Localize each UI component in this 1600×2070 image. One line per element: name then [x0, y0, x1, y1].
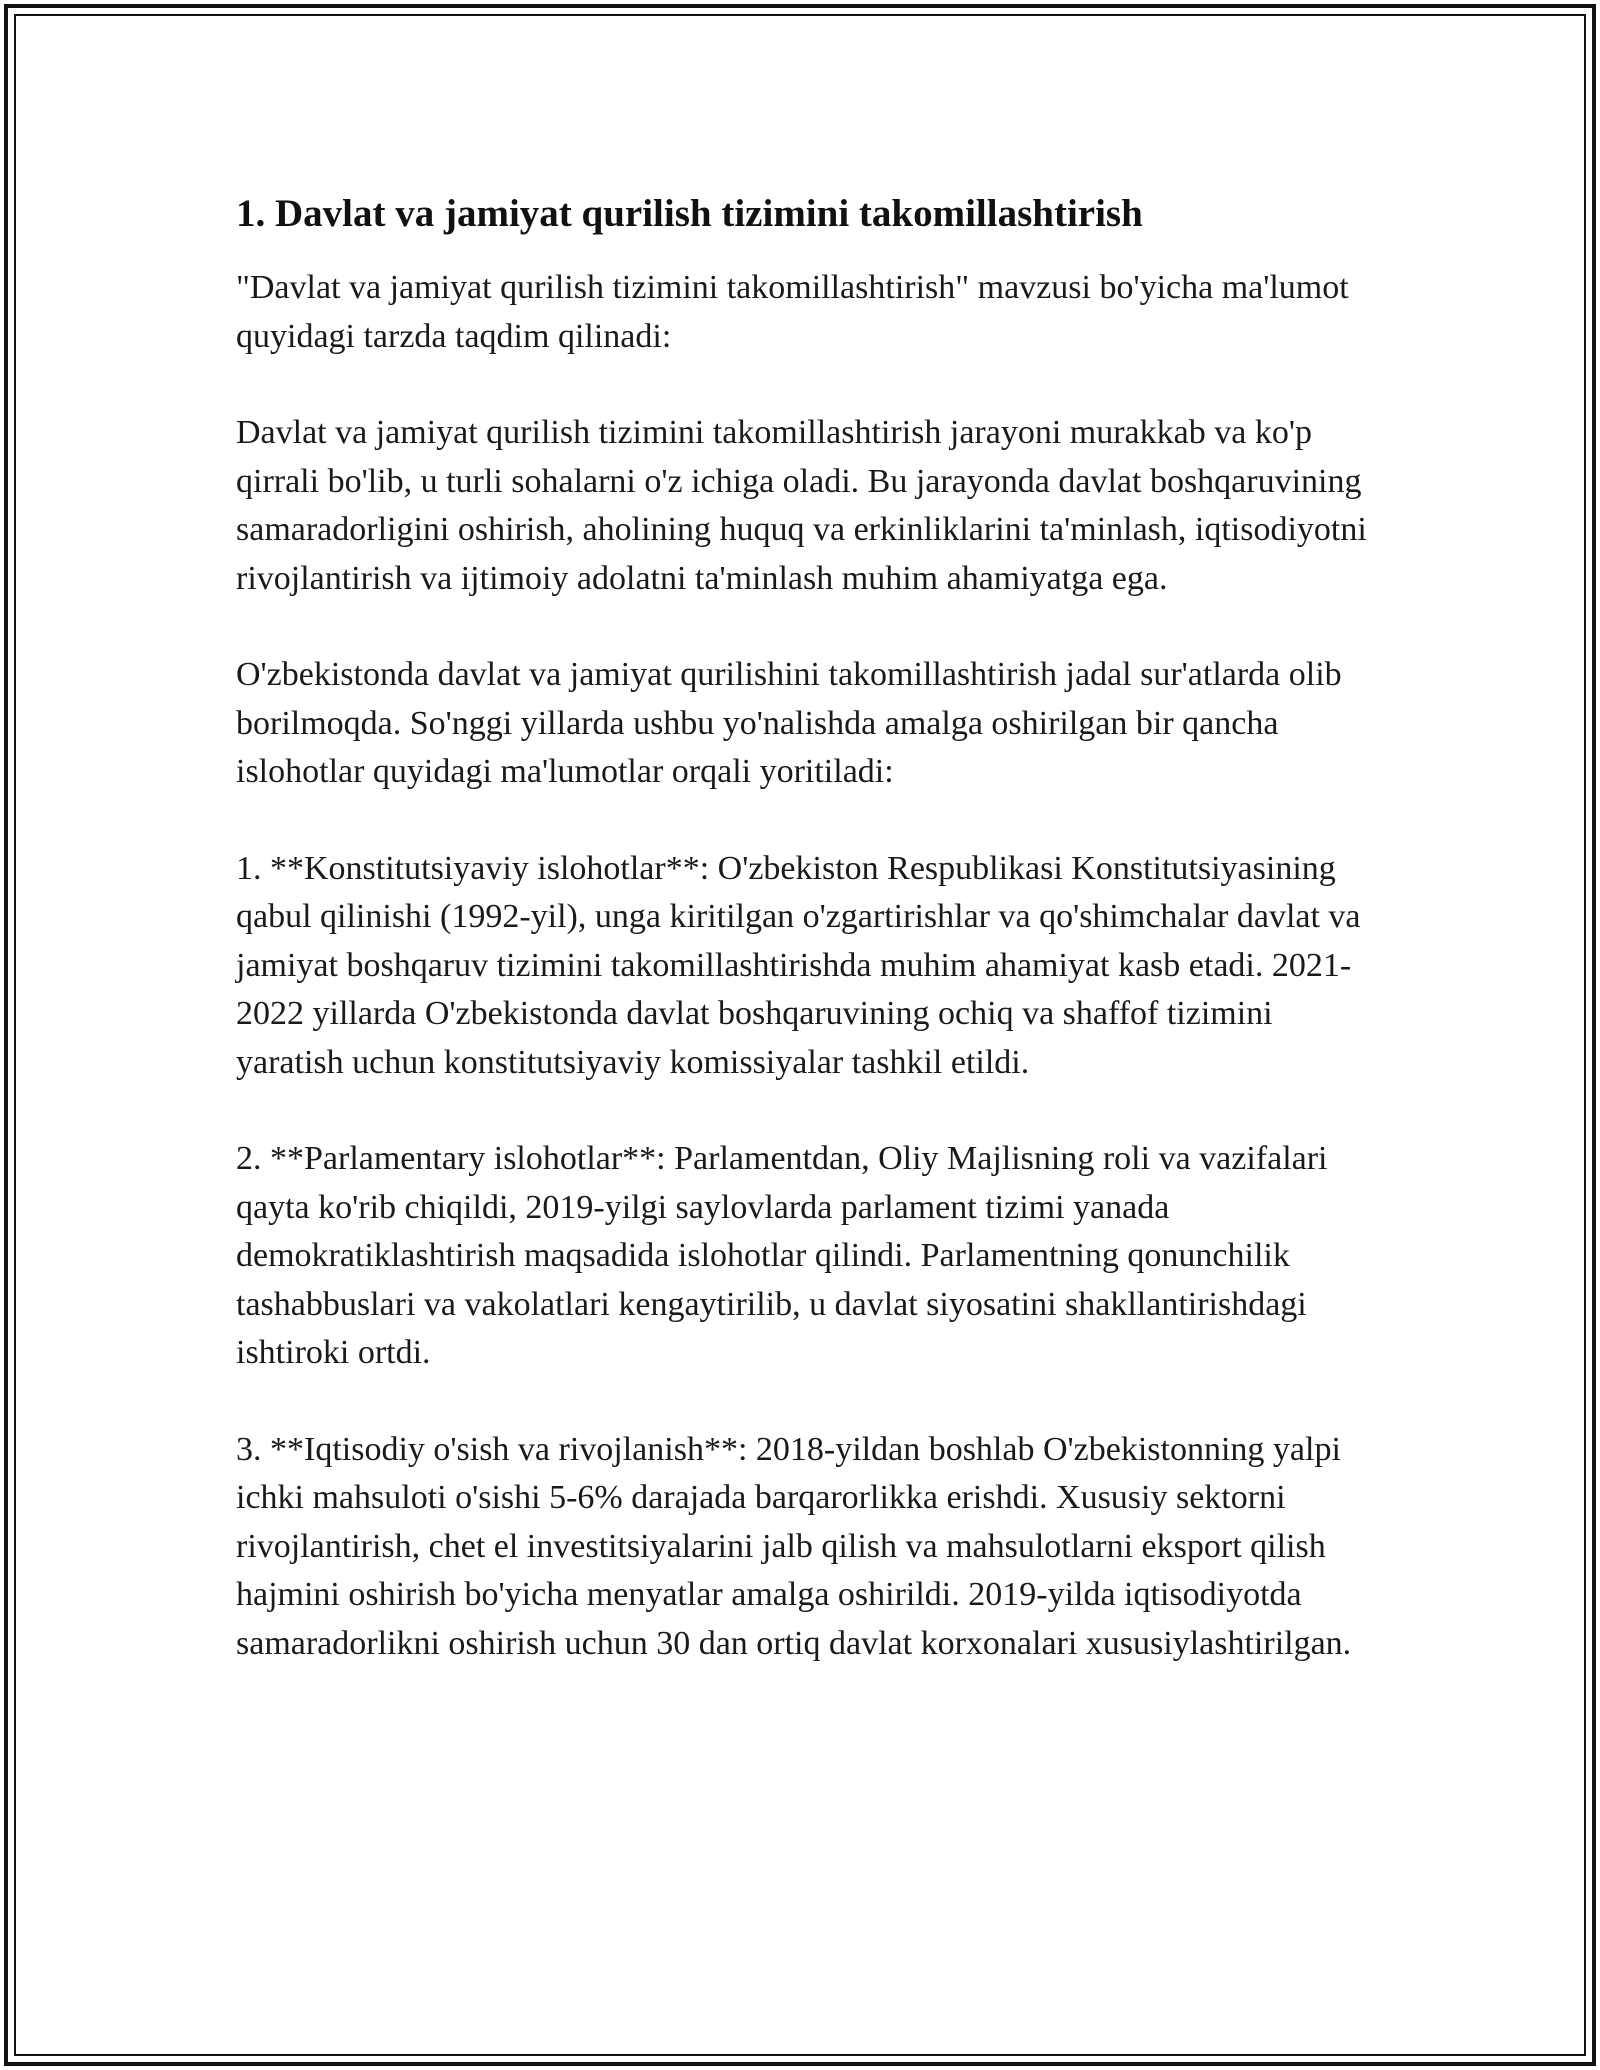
paragraph-overview: Davlat va jamiyat qurilish tizimini takomillashtirish jarayoni murakkab va ko'p qirrali bo'lib, u turli sohalarni o'z ichiga oladi. Bu jarayonda davlat boshqaruvining samaradorligini oshirish, aholining huquq va erkinliklarini ta'minlash, iqtisodiyotni rivojlantirish va ijtimoiy adolatni ta'minlash muhim ahamiyatga ega. [236, 414, 1367, 597]
document-title: 1. Davlat va jamiyat qurilish tizimini takomillashtirish [236, 192, 1143, 235]
paragraph-intro: "Davlat va jamiyat qurilish tizimini takomillashtirish" mavzusi bo'yicha ma'lumot quyidagi tarzda taqdim qilinadi: [236, 269, 1349, 355]
paragraph-parliamentary-reforms: 2. **Parlamentary islohotlar**: Parlamentdan, Oliy Majlisning roli va vazifalari qayta ko'rib chiqildi, 2019-yilgi saylovlarda parlament tizimi yanada demokratiklashtirish maqsadida islohotlar qilindi. Parlamentning qonunchilik tashabbuslari va vakolatlari kengaytirilib, u davlat siyosatini shakllantirishdagi ishtiroki ortdi. [236, 1140, 1328, 1371]
paragraph-economic-growth: 3. **Iqtisodiy o'sish va rivojlanish**: 2018-yildan boshlab O'zbekistonning yalpi ichki mahsuloti o'sishi 5-6% darajada barqarorlikka erishdi. Xususiy sektorni rivojlantirish, chet el investitsiyalarini jalb qilish va mahsulotlarni eksport qilish hajmini oshirish bo'yicha menyatlar amalga oshirildi. 2019-yilda iqtisodiyotda samaradorlikni oshirish uchun 30 dan ortiq davlat korxonalari xususiylashtirilgan. [236, 1430, 1352, 1662]
paragraph-constitutional-reforms: 1. **Konstitutsiyaviy islohotlar**: O'zbekiston Respublikasi Konstitutsiyasining qabul qilinishi (1992-yil), unga kiritilgan o'zgartirishlar va qo'shimchalar davlat va jamiyat boshqaruv tizimini takomillashtirishda muhim ahamiyat kasb etadi. 2021-2022 yillarda O'zbekistonda davlat boshqaruvining ochiq va shaffof tizimini yaratish uchun konstitutsiyaviy komissiyalar tashkil etildi. [236, 849, 1361, 1081]
paragraph-uzbekistan: O'zbekistonda davlat va jamiyat qurilishini takomillashtirish jadal sur'atlarda olib borilmoqda. So'nggi yillarda ushbu yo'nalishda amalga oshirilgan bir qancha islohotlar quyidagi ma'lumotlar orqali yoritiladi: [236, 656, 1342, 790]
document-body [236, 186, 1386, 1716]
